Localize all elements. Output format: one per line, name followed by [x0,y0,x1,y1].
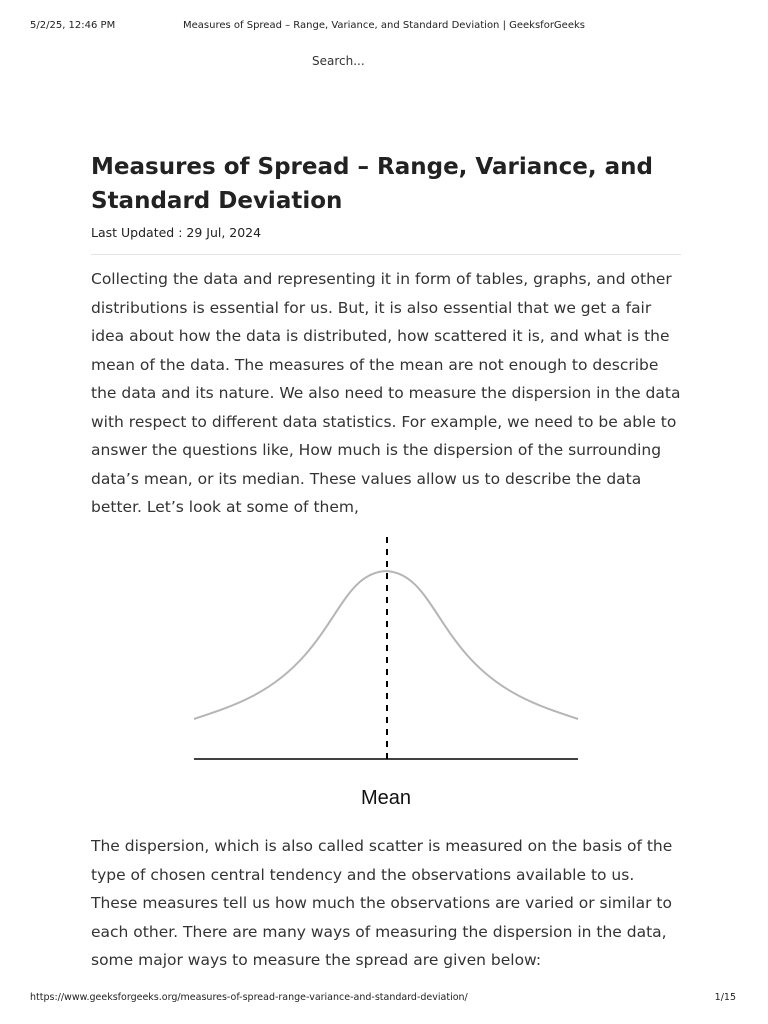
last-updated: Last Updated : 29 Jul, 2024 [91,225,262,240]
page-number: 1/15 [714,992,736,1003]
dispersion-paragraph: The dispersion, which is also called scatter is measured on the basis of the type of chosen central tendency and the observations available to us. These measures tell us how much the observations are varied or similar to each other. There are many ways of measuring the dispersion in the data, some major ways to measure the spread are given below: [91,837,673,969]
intro-paragraph: Collecting the data and representing it in form of tables, graphs, and other distributions is essential for us. But, it is also essential that we get a fair idea about how the data is distributed, how scattered it is, and what is the mean of the data. The measures of the mean are not enough to describe the data and its nature. We also need to measure the dispersion in the data with respect to different data statistics. For example, we need to be able to answer the questions like, How much is the dispersion of the surrounding data’s mean, or its median. These values allow us to describe the data better. Let’s look at some of them, [91,270,681,516]
mean-figure [190,535,582,825]
title-divider [91,254,681,255]
article [91,150,681,522]
article-title: Measures of Spread – Range, Variance, and Standard Deviation [91,154,653,214]
print-header [0,0,768,31]
print-page-title: Measures of Spread – Range, Variance, and Standard Deviation | GeeksforGeeks [183,20,585,31]
print-date: 5/2/25, 12:46 PM [30,20,116,31]
page-url[interactable]: https://www.geeksforgeeks.org/measures-of-spread-range-variance-and-standard-deviation/ [30,992,468,1003]
figure-caption: Mean [360,787,412,809]
search-input[interactable]: Search... [312,54,365,68]
print-footer [0,992,768,1012]
bell-curve-diagram [190,535,582,775]
